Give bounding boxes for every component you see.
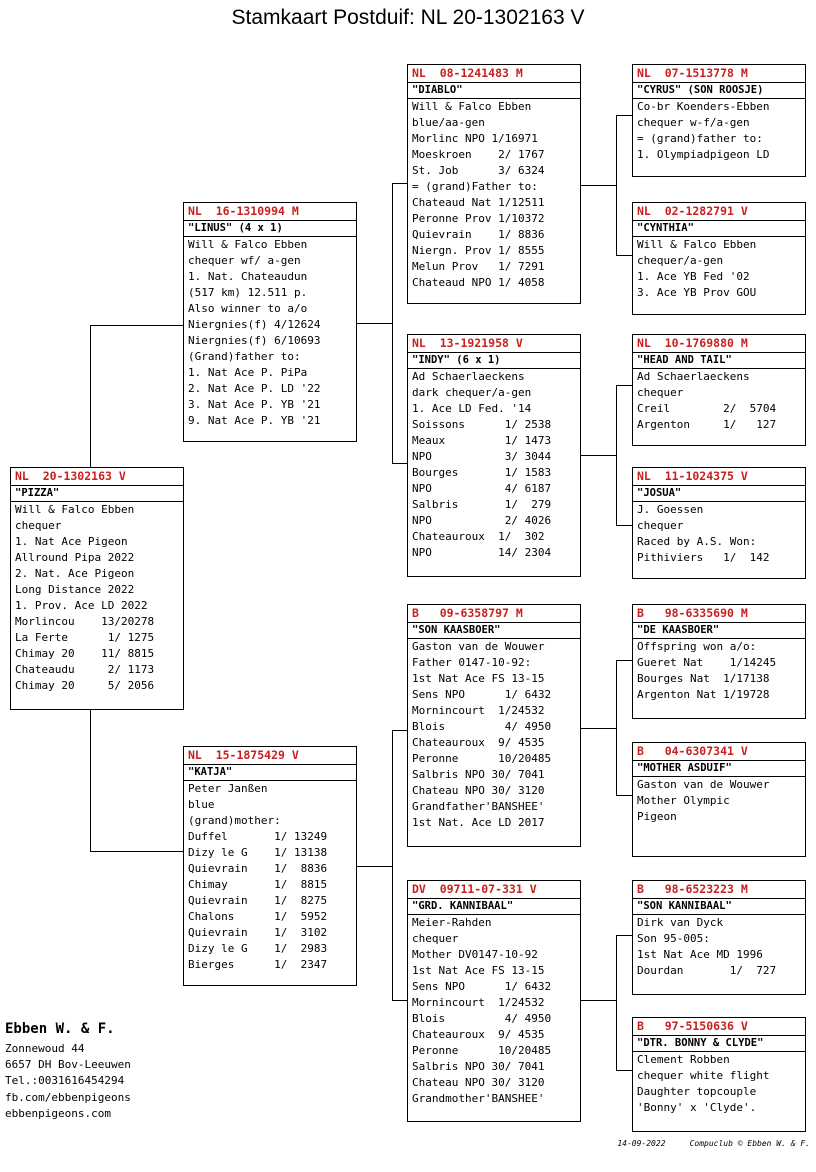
- ring-number: DV 09711-07-331 V: [412, 882, 537, 896]
- breeder-address: [5, 1019, 131, 1122]
- info-line: La Ferte 1/ 1275: [15, 631, 155, 644]
- info-line: Co-br Koenders-Ebben: [637, 100, 770, 113]
- info-line: Dizy le G 1/ 13138: [188, 846, 328, 859]
- connector: [356, 323, 392, 324]
- info-line: Niergnies(f) 4/12624: [188, 318, 321, 331]
- info-line: chequer white flight: [637, 1069, 770, 1082]
- info-line: Argenton Nat 1/19728: [637, 688, 770, 701]
- connector: [392, 730, 393, 1000]
- ring-number: B 98-6523223 M: [637, 882, 748, 896]
- info-line: Niergnies(f) 6/10693: [188, 334, 321, 347]
- info-line: Pigeon: [637, 810, 677, 823]
- info-line: = (grand)Father to:: [412, 180, 538, 193]
- connector: [356, 866, 392, 867]
- info-line: Dizy le G 1/ 2983: [188, 942, 328, 955]
- address-line: Zonnewoud 44: [5, 1042, 85, 1055]
- info-line: Chimay 20 5/ 2056: [15, 679, 155, 692]
- info-line: Salbris NPO 30/ 7041: [412, 768, 545, 781]
- pigeon-card-sire-dam: [407, 334, 581, 577]
- info-line: 1. Prov. Ace LD 2022: [15, 599, 148, 612]
- info-line: Chateauroux 9/ 4535: [412, 1028, 545, 1041]
- connector: [392, 183, 407, 184]
- info-line: J. Goessen: [637, 503, 704, 516]
- info-line: St. Job 3/ 6324: [412, 164, 545, 177]
- info-line: Father 0147-10-92:: [412, 656, 532, 669]
- info-line: 1st Nat Ace FS 13-15: [412, 672, 545, 685]
- info-line: Peter Janßen: [188, 782, 268, 795]
- phone-line: Tel.:0031616454294: [5, 1074, 125, 1088]
- info-line: Will & Falco Ebben: [637, 238, 757, 251]
- info-line: 1. Ace YB Fed '02: [637, 270, 750, 283]
- pigeon-name: "KATJA": [184, 764, 356, 781]
- info-line: Quievrain 1/ 8275: [188, 894, 328, 907]
- info-line: Gaston van de Wouwer: [637, 778, 770, 791]
- info-line: chequer: [412, 932, 459, 945]
- info-line: 'Bonny' x 'Clyde'.: [637, 1101, 757, 1114]
- info-line: Melun Prov 1/ 7291: [412, 260, 545, 273]
- info-line: 9. Nat Ace P. YB '21: [188, 414, 321, 427]
- pigeon-name: "DIABLO": [408, 82, 580, 99]
- info-line: Mother Olympic: [637, 794, 730, 807]
- pigeon-name: "DE KAASBOER": [633, 622, 805, 639]
- info-line: chequer: [637, 519, 684, 532]
- connector: [616, 385, 632, 386]
- info-line: Morlinc NPO 1/16971: [412, 132, 538, 145]
- info-line: Mornincourt 1/24532: [412, 996, 545, 1009]
- info-line: Mornincourt 1/24532: [412, 704, 545, 717]
- info-line: Pithiviers 1/ 142: [637, 551, 770, 564]
- info-line: Offspring won a/o:: [637, 640, 757, 653]
- breeder-name: Ebben W. & F.: [5, 1021, 115, 1037]
- pigeon-card-dam-dam: [407, 880, 581, 1122]
- info-line: Salbris NPO 30/ 7041: [412, 1060, 545, 1073]
- info-line: chequer: [15, 519, 62, 532]
- connector: [616, 660, 617, 795]
- pigeon-name: "HEAD AND TAIL": [633, 352, 805, 369]
- connector: [580, 185, 616, 186]
- pigeon-card-ssd: [632, 202, 806, 315]
- pigeon-card-dam-sire: [407, 604, 581, 847]
- pigeon-name: "GRD. KANNIBAAL": [408, 898, 580, 915]
- pigeon-card-ddd: [632, 1017, 806, 1132]
- info-line: Morlincou 13/20278: [15, 615, 155, 628]
- info-line: Raced by A.S. Won:: [637, 535, 757, 548]
- connector: [616, 1070, 632, 1071]
- info-line: NPO 14/ 2304: [412, 546, 552, 559]
- website-line: ebbenpigeons.com: [5, 1106, 111, 1120]
- connector: [616, 660, 632, 661]
- info-line: Chateauroux 9/ 4535: [412, 736, 545, 749]
- pigeon-name: "SON KAASBOER": [408, 622, 580, 639]
- connector: [392, 463, 407, 464]
- info-line: Dourdan 1/ 727: [637, 964, 777, 977]
- info-line: Moeskroen 2/ 1767: [412, 148, 545, 161]
- pigeon-card-dsd: [632, 742, 806, 857]
- connector: [90, 851, 184, 852]
- info-line: = (grand)father to:: [637, 132, 763, 145]
- info-line: 1st Nat Ace MD 1996: [637, 948, 763, 961]
- info-line: Peronne 10/20485: [412, 752, 552, 765]
- info-line: (517 km) 12.511 p.: [188, 286, 308, 299]
- facebook-line: fb.com/ebbenpigeons: [5, 1090, 131, 1104]
- info-line: 2. Nat Ace P. LD '22: [188, 382, 321, 395]
- info-line: Duffel 1/ 13249: [188, 830, 328, 843]
- info-line: Sens NPO 1/ 6432: [412, 688, 552, 701]
- info-line: Chateau NPO 30/ 3120: [412, 784, 545, 797]
- ring-number: NL 07-1513778 M: [637, 66, 748, 80]
- info-line: Clement Robben: [637, 1053, 730, 1066]
- pigeon-name: "LINUS" (4 x 1): [184, 220, 356, 237]
- info-line: Will & Falco Ebben: [412, 100, 532, 113]
- info-line: 1. Ace LD Fed. '14: [412, 402, 532, 415]
- info-line: Bierges 1/ 2347: [188, 958, 328, 971]
- ring-number: NL 10-1769880 M: [637, 336, 748, 350]
- info-line: Quievrain 1/ 8836: [412, 228, 545, 241]
- pigeon-name: "MOTHER ASDUIF": [633, 760, 805, 777]
- info-line: Gueret Nat 1/14245: [637, 656, 777, 669]
- connector: [616, 935, 632, 936]
- info-line: Peronne Prov 1/10372: [412, 212, 545, 225]
- info-line: Bourges 1/ 1583: [412, 466, 552, 479]
- info-line: chequer wf/ a-gen: [188, 254, 301, 267]
- info-line: Blois 4/ 4950: [412, 720, 552, 733]
- ring-number: B 04-6307341 V: [637, 744, 748, 758]
- pigeon-card-sire: [183, 202, 357, 442]
- info-line: (grand)mother:: [188, 814, 281, 827]
- ring-number: NL 11-1024375 V: [637, 469, 748, 483]
- connector: [392, 730, 407, 731]
- info-line: Long Distance 2022: [15, 583, 135, 596]
- pigeon-name: "DTR. BONNY & CLYDE": [633, 1035, 805, 1052]
- ring-number: B 09-6358797 M: [412, 606, 523, 620]
- info-line: chequer w-f/a-gen: [637, 116, 750, 129]
- pigeon-card-sire-sire: [407, 64, 581, 304]
- pigeon-card-dam: [183, 746, 357, 986]
- pigeon-name: "CYNTHIA": [633, 220, 805, 237]
- info-line: Also winner to a/o: [188, 302, 308, 315]
- info-line: Sens NPO 1/ 6432: [412, 980, 552, 993]
- info-line: Grandfather'BANSHEE': [412, 800, 545, 813]
- info-line: 1. Nat Ace P. PiPa: [188, 366, 308, 379]
- connector: [90, 325, 184, 326]
- connector: [616, 115, 617, 255]
- info-line: NPO 2/ 4026: [412, 514, 552, 527]
- info-line: 1. Nat Ace Pigeon: [15, 535, 128, 548]
- info-line: Chateau NPO 30/ 3120: [412, 1076, 545, 1089]
- connector: [90, 325, 91, 469]
- page-title: Stamkaart Postduif: NL 20-1302163 V: [231, 6, 585, 29]
- footer-credit: 14-09-2022 Compuclub © Ebben W. & F.: [617, 1139, 810, 1148]
- info-line: blue/aa-gen: [412, 116, 485, 129]
- ring-number: NL 20-1302163 V: [15, 469, 126, 483]
- info-line: 3. Ace YB Prov GOU: [637, 286, 757, 299]
- connector: [392, 1000, 407, 1001]
- pigeon-name: "JOSUA": [633, 485, 805, 502]
- info-line: Chalons 1/ 5952: [188, 910, 328, 923]
- info-line: dark chequer/a-gen: [412, 386, 532, 399]
- pigeon-card-subject: [10, 467, 184, 710]
- ring-number: B 98-6335690 M: [637, 606, 748, 620]
- connector: [580, 455, 616, 456]
- pigeon-card-dds: [632, 880, 806, 995]
- info-line: 1st Nat. Ace LD 2017: [412, 816, 545, 829]
- ring-number: NL 02-1282791 V: [637, 204, 748, 218]
- info-line: 1. Olympiadpigeon LD: [637, 148, 770, 161]
- info-line: Ad Schaerlaeckens: [412, 370, 525, 383]
- info-line: Meaux 1/ 1473: [412, 434, 552, 447]
- address-line: 6657 DH Bov-Leeuwen: [5, 1058, 131, 1072]
- connector: [616, 935, 617, 1070]
- connector: [580, 1000, 616, 1001]
- ring-number: NL 08-1241483 M: [412, 66, 523, 80]
- info-line: Gaston van de Wouwer: [412, 640, 545, 653]
- ring-number: B 97-5150636 V: [637, 1019, 748, 1033]
- connector: [616, 115, 632, 116]
- ring-number: NL 13-1921958 V: [412, 336, 523, 350]
- info-line: Chateaudu 2/ 1173: [15, 663, 155, 676]
- connector: [616, 255, 632, 256]
- info-line: Bourges Nat 1/17138: [637, 672, 770, 685]
- info-line: Son 95-005:: [637, 932, 710, 945]
- info-line: 3. Nat Ace P. YB '21: [188, 398, 321, 411]
- info-line: blue: [188, 798, 215, 811]
- pigeon-name: "SON KANNIBAAL": [633, 898, 805, 915]
- info-line: Quievrain 1/ 3102: [188, 926, 328, 939]
- ring-number: NL 15-1875429 V: [188, 748, 299, 762]
- info-line: Creil 2/ 5704: [637, 402, 777, 415]
- info-line: Peronne 10/20485: [412, 1044, 552, 1057]
- info-line: 2. Nat. Ace Pigeon: [15, 567, 135, 580]
- pigeon-card-dss: [632, 604, 806, 719]
- info-line: chequer: [637, 386, 684, 399]
- info-line: Ad Schaerlaeckens: [637, 370, 750, 383]
- info-line: Chateaud NPO 1/ 4058: [412, 276, 545, 289]
- info-line: Will & Falco Ebben: [188, 238, 308, 251]
- info-line: Niergn. Prov 1/ 8555: [412, 244, 545, 257]
- info-line: Chimay 1/ 8815: [188, 878, 328, 891]
- connector: [616, 795, 632, 796]
- info-line: (Grand)father to:: [188, 350, 301, 363]
- connector: [616, 385, 617, 525]
- pigeon-card-sdd: [632, 467, 806, 579]
- info-line: Chateauroux 1/ 302: [412, 530, 545, 543]
- pigeon-card-sds: [632, 334, 806, 446]
- info-line: Blois 4/ 4950: [412, 1012, 552, 1025]
- connector: [90, 709, 91, 851]
- info-line: Grandmother'BANSHEE': [412, 1092, 545, 1105]
- connector: [580, 728, 616, 729]
- info-line: Argenton 1/ 127: [637, 418, 777, 431]
- info-line: Mother DV0147-10-92: [412, 948, 538, 961]
- info-line: Salbris 1/ 279: [412, 498, 552, 511]
- info-line: Soissons 1/ 2538: [412, 418, 552, 431]
- info-line: chequer/a-gen: [637, 254, 724, 267]
- info-line: NPO 4/ 6187: [412, 482, 552, 495]
- info-line: Quievrain 1/ 8836: [188, 862, 328, 875]
- pigeon-name: "INDY" (6 x 1): [408, 352, 580, 369]
- pigeon-card-sss: [632, 64, 806, 177]
- connector: [392, 183, 393, 463]
- info-line: 1st Nat Ace FS 13-15: [412, 964, 545, 977]
- info-line: NPO 3/ 3044: [412, 450, 552, 463]
- ring-number: NL 16-1310994 M: [188, 204, 299, 218]
- info-line: Meier-Rahden: [412, 916, 492, 929]
- info-line: Dirk van Dyck: [637, 916, 724, 929]
- info-line: Chimay 20 11/ 8815: [15, 647, 155, 660]
- info-line: 1. Nat. Chateaudun: [188, 270, 308, 283]
- pigeon-name: "PIZZA": [11, 485, 183, 502]
- info-line: Will & Falco Ebben: [15, 503, 135, 516]
- connector: [616, 525, 632, 526]
- pigeon-name: "CYRUS" (SON ROOSJE): [633, 82, 805, 99]
- info-line: Daughter topcouple: [637, 1085, 757, 1098]
- info-line: Allround Pipa 2022: [15, 551, 135, 564]
- info-line: Chateaud Nat 1/12511: [412, 196, 545, 209]
